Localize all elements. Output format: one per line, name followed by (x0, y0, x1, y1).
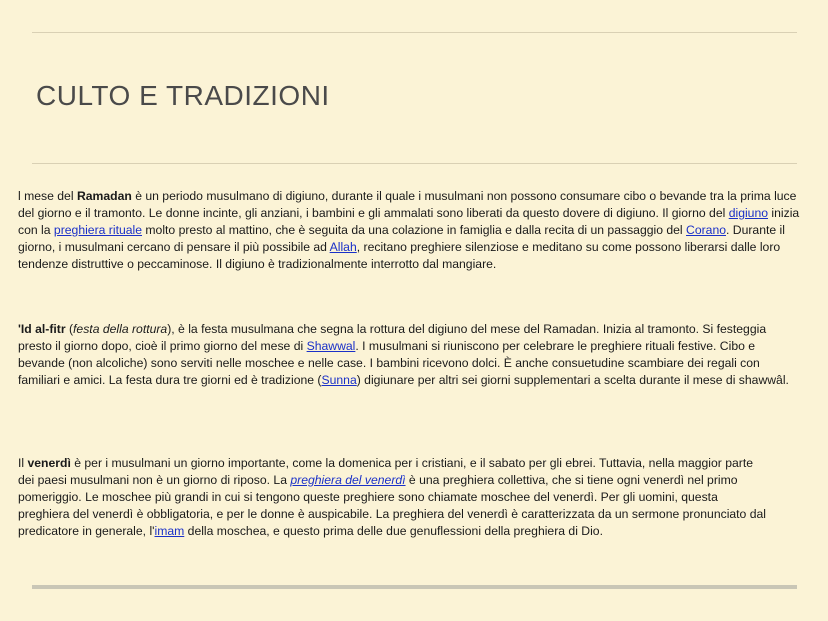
bold-term-ramadan: Ramadan (76, 189, 132, 203)
bottom-divider (32, 585, 797, 589)
link-sunna[interactable]: Sunna (321, 373, 357, 387)
text: . Durante il giorno, i musulmani cercano di pensare il più possibile ad (18, 223, 785, 254)
text: . I musulmani si riuniscono per celebrare le preghiere rituali festive. Cibo e bevande (non alcoliche) sono serviti nelle moschee e nelle case. I bambini ricevono dolci. È anche consuetudine scambiare dei regali con familiari e amici. La festa dura tre giorni ed è tradizione ( (18, 339, 760, 387)
paragraph-ramadan (18, 188, 808, 273)
top-divider (32, 32, 797, 33)
title-divider (32, 163, 797, 164)
text: ( (65, 322, 74, 336)
slide-title: CULTO E TRADIZIONI (36, 80, 330, 111)
paragraph-id-al-fitr (18, 321, 798, 389)
link-preghiera-del-venerdi[interactable] (290, 473, 405, 487)
bold-term-id-al-fitr: 'Id al-fitr (18, 322, 66, 336)
link-preghiera-del-venerdi-text: preghiera del venerdì (290, 473, 406, 487)
link-preghiera-rituale[interactable]: preghiera rituale (53, 223, 142, 237)
text: ), è la festa musulmana che segna la rottura del digiuno del mese del Ramadan. Inizia al tramonto. Si festeggia presto il giorno dopo, cioè il primo giorno del mese di (18, 322, 767, 353)
link-shawwal[interactable]: Shawwal (306, 339, 356, 353)
text: , recitano preghiere silenziose e meditano su come possono liberarsi dalle loro tendenze distruttive o peccaminose. Il digiuno è tradizionalmente interrotto dal mangiare. (18, 240, 781, 271)
text: molto presto al mattino, che è seguita da una colazione in famiglia e dalla recita di un passaggio del (142, 223, 687, 237)
text: ) digiunare per altri sei giorni supplementari a scelta durante il mese di shawwâl. (356, 373, 789, 387)
text: inizia con la (18, 206, 800, 237)
link-digiuno[interactable]: digiuno (728, 206, 769, 220)
italic-term: festa della rottura (73, 322, 168, 336)
link-corano[interactable]: Corano (686, 223, 727, 237)
text: è un periodo musulmano di digiuno, durante il quale i musulmani non possono consumare cibo o bevande tra la prima luce del giorno e il tramonto. Le donne incinte, gli anziani, i bambini e gli ammalati sono liberati da questo dovere di digiuno. Il giorno del (18, 189, 797, 220)
text: della moschea, e questo prima delle due genuflessioni della preghiera di Dio. (184, 524, 603, 538)
link-allah[interactable]: Allah (329, 240, 357, 254)
paragraph-venerdi (18, 455, 768, 540)
link-imam[interactable]: imam (154, 524, 185, 538)
bold-term-venerdi: venerdì (27, 456, 71, 470)
text: Il (18, 456, 28, 470)
text: è per i musulmani un giorno importante, come la domenica per i cristiani, e il sabato per gli ebrei. Tuttavia, nella maggior parte dei paesi musulmani non è un giorno di riposo. La (18, 456, 754, 487)
text: l mese del (18, 189, 77, 203)
text: è una preghiera collettiva, che si tiene ogni venerdì nel primo pomeriggio. Le moschee più grandi in cui si tengono queste preghiere sono chiamate moschee del venerdì. Per gli uomini, questa preghiera del venerdì è obbligatoria, e per le donne è auspicabile. La preghiera del venerdì è caratterizzata da un sermone pronunciato dal predicatore in generale, l' (18, 473, 766, 538)
